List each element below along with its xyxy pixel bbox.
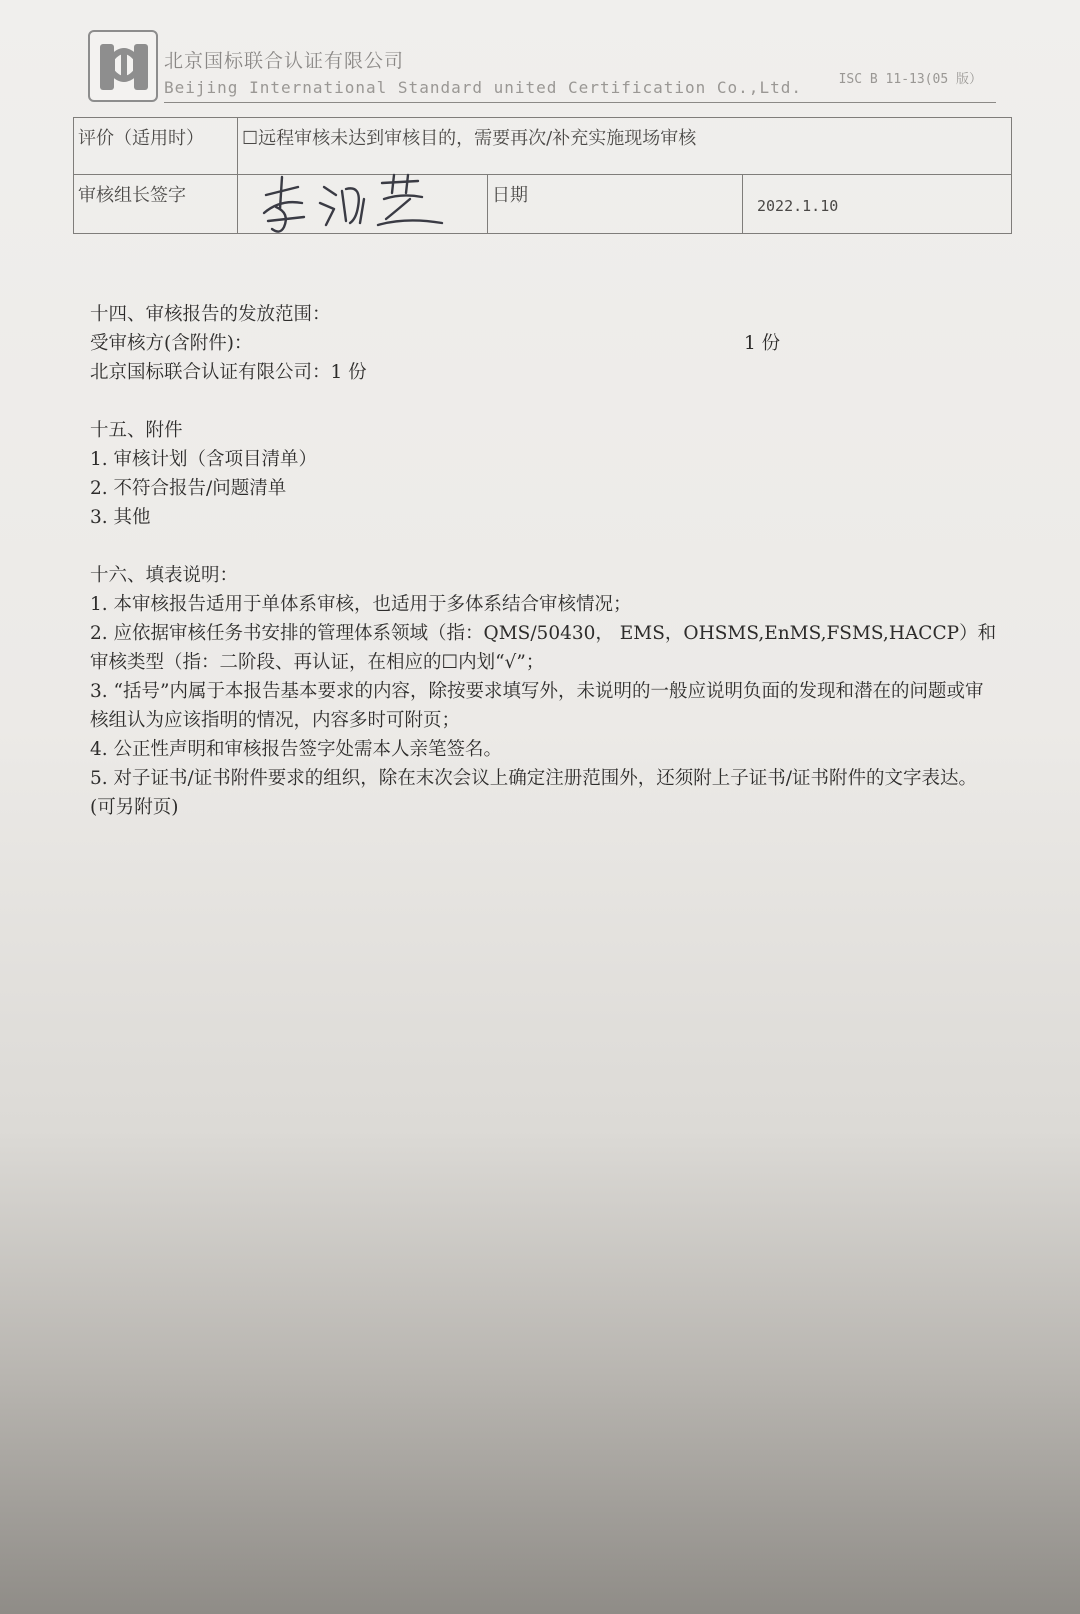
attachment-item: 1. 审核计划（含项目清单） [90,449,318,470]
section-instructions [90,561,1000,822]
date-cell [743,175,1012,234]
team-leader-signature [238,175,488,234]
team-leader-signature-label: 审核组长签字 [74,175,238,234]
document-code: ISC B 11-13(05 版） [838,72,982,87]
distribution-auditee-row [90,329,1000,358]
section-attachments [90,416,1000,532]
header-rule [164,102,996,103]
handwritten-signature [246,173,446,237]
instruction-item: 4. 公正性声明和审核报告签字处需本人亲笔签名。 [90,739,503,760]
distribution-auditee-copies: 1 份 [744,333,781,354]
attachment-item: 2. 不符合报告/问题清单 [90,478,287,499]
company-logo-icon [88,30,158,102]
instruction-item: 2. 应依据审核任务书安排的管理体系领域（指：QMS/50430， EMS，OHSMS,EnMS,FSMS,HACCP）和审核类型（指：二阶段、再认证，在相应的☐内划“√”； [90,623,997,673]
report-body [90,300,1000,851]
evaluation-value: ☐远程审核未达到审核目的，需要再次/补充实施现场审核 [238,118,1012,175]
evaluation-table [73,117,1012,234]
attachment-item: 3. 其他 [90,507,151,528]
date-label: 日期 [488,175,743,234]
section-15-title: 十五、附件 [90,420,183,441]
distribution-company-row: 北京国标联合认证有限公司：1 份 [90,362,367,383]
signature-row [74,175,1012,234]
evaluation-row [74,118,1012,175]
instruction-item: 1. 本审核报告适用于单体系审核，也适用于多体系结合审核情况； [90,594,632,615]
evaluation-label: 评价（适用时） [74,118,238,175]
distribution-auditee-label: 受审核方(含附件)： [90,333,253,354]
company-name-en: Beijing International Standard united Certification Co.,Ltd. [164,78,802,97]
company-name-cn: 北京国标联合认证有限公司 [164,50,405,72]
section-16-title: 十六、填表说明： [90,565,239,586]
instruction-item: 3. “括号”内属于本报告基本要求的内容，除按要求填写外，未说明的一般应说明负面的发现和潜在的问题或审核组认为应该指明的情况，内容多时可附页； [90,681,984,731]
date-value: 2022.1.10 [757,197,839,215]
letterhead [88,28,996,104]
section-14-title: 十四、审核报告的发放范围： [90,304,331,325]
section-distribution [90,300,1000,387]
instruction-item: 5. 对子证书/证书附件要求的组织，除在末次会议上确定注册范围外，还须附上子证书/证书附件的文字表达。(可另附页) [90,768,978,818]
